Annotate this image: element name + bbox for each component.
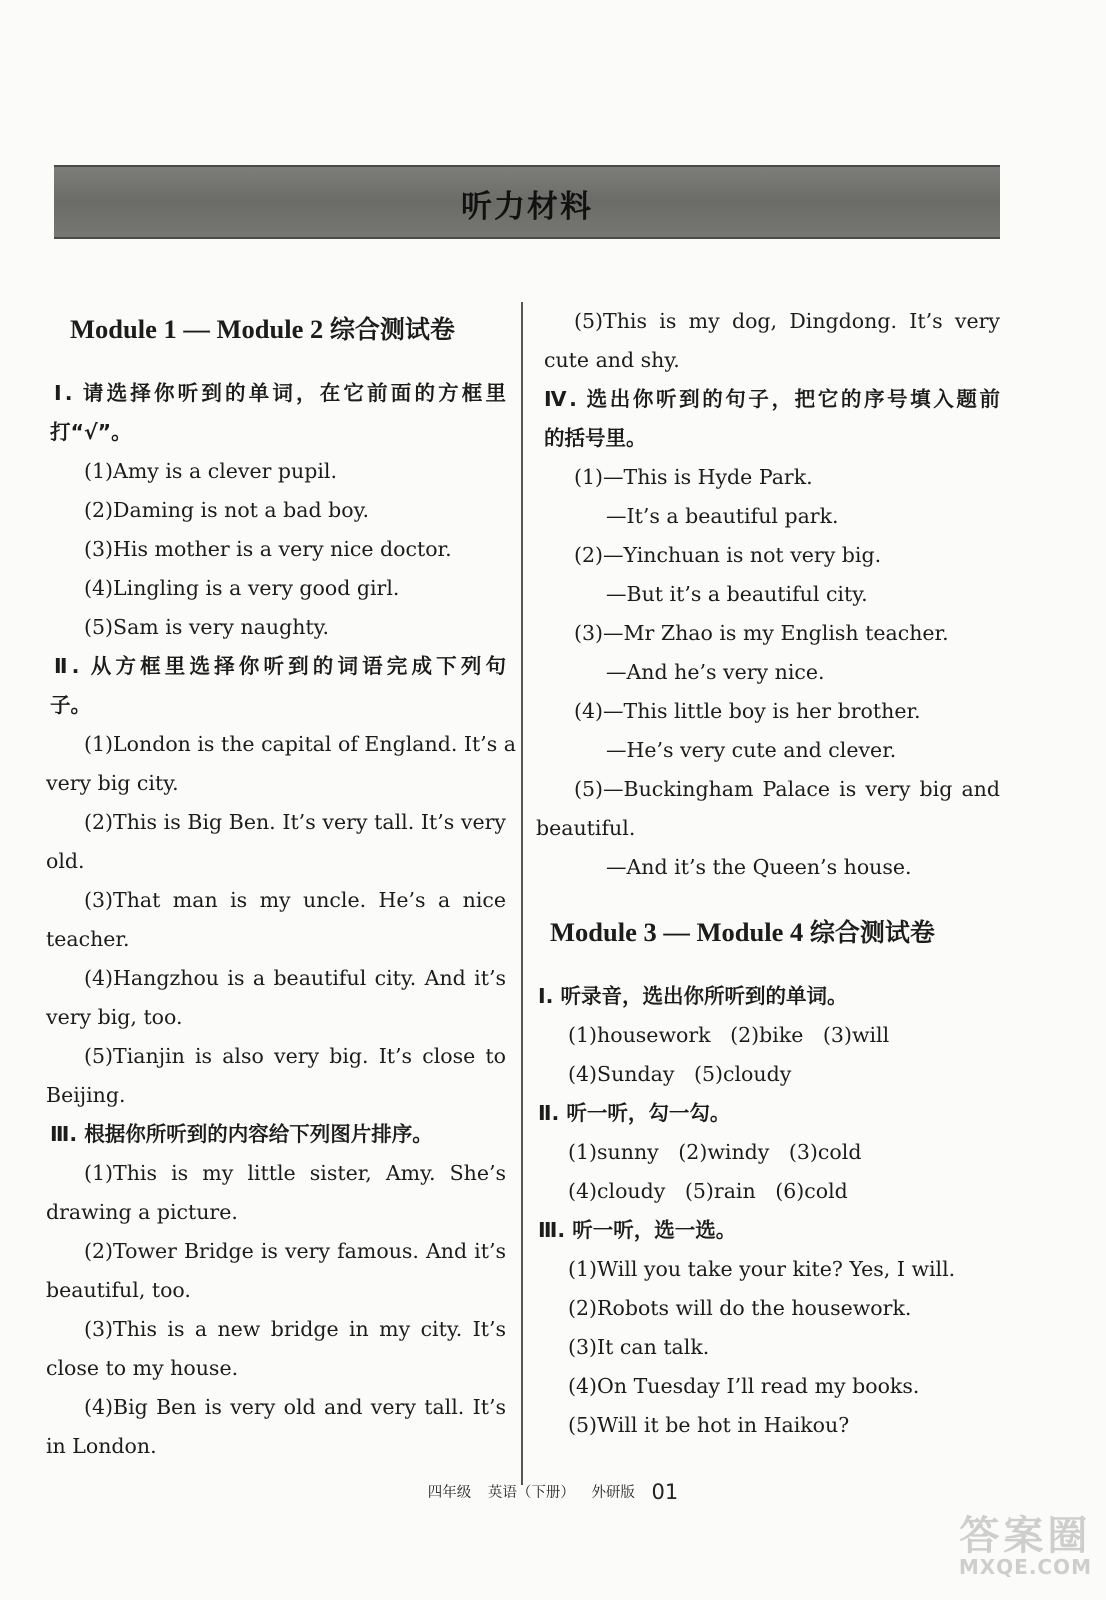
list-item: (4)Big Ben is very old and very tall. It’s <box>84 1395 506 1419</box>
module-heading-cn: 综合测试卷 <box>329 315 455 344</box>
dialog-line: (3)—Mr Zhao is my English teacher. <box>574 621 949 645</box>
dialog-line: —And it’s the Queen’s house. <box>606 855 912 879</box>
m34-section-2-title: Ⅱ. 听一听，勾一勾。 <box>538 1101 731 1125</box>
list-item-cont: beautiful, too. <box>46 1278 191 1302</box>
section-2-title-cont: 子。 <box>50 693 91 717</box>
section-4-title-cont: 的括号里。 <box>544 426 647 450</box>
module-1-2-heading <box>46 306 506 352</box>
section-1-title: Ⅰ. 请选择你听到的单词，在它前面的方框里 <box>54 381 506 405</box>
watermark <box>959 1515 1092 1578</box>
watermark-cn: 答案圈 <box>959 1513 1092 1559</box>
dialog-line-cont: beautiful. <box>536 816 636 840</box>
list-item: (2)Tower Bridge is very famous. And it’s <box>84 1239 506 1263</box>
list-item: (3)It can talk. <box>568 1335 710 1359</box>
list-item-cont: Beijing. <box>46 1083 126 1107</box>
list-item: (2)Daming is not a bad boy. <box>84 498 369 522</box>
list-item: (4)Lingling is a very good girl. <box>84 576 400 600</box>
word-row: (4)cloudy (5)rain (6)cold <box>568 1179 848 1203</box>
page-footer <box>0 1480 1106 1504</box>
column-divider <box>521 302 523 1485</box>
list-item-cont: very big city. <box>46 771 179 795</box>
dialog-line: —He’s very cute and clever. <box>606 738 897 762</box>
m34-section-3-title: Ⅲ. 听一听，选一选。 <box>538 1218 737 1242</box>
word-row: (1)sunny (2)windy (3)cold <box>568 1140 862 1164</box>
list-item-cont: teacher. <box>46 927 130 951</box>
list-item-cont: close to my house. <box>46 1356 239 1380</box>
list-item: (5)Tianjin is also very big. It’s close to <box>84 1044 506 1068</box>
list-item-cont: in London. <box>46 1434 157 1458</box>
section-1-title-cont: 打“√”。 <box>50 420 132 444</box>
list-item: (1)Amy is a clever pupil. <box>84 459 337 483</box>
module-3-4-heading <box>544 909 1000 955</box>
word-row: (1)housework (2)bike (3)will <box>568 1023 890 1047</box>
dialog-line: —But it’s a beautiful city. <box>606 582 868 606</box>
list-item: (3)That man is my uncle. He’s a nice <box>84 888 506 912</box>
section-2-title: Ⅱ. 从方框里选择你听到的词语完成下列句 <box>54 654 506 678</box>
dialog-line: (1)—This is Hyde Park. <box>574 465 813 489</box>
title-banner <box>54 165 1000 239</box>
list-item-cont: old. <box>46 849 85 873</box>
list-item: (5)Will it be hot in Haikou? <box>568 1413 850 1437</box>
section-3-title: Ⅲ. 根据你所听到的内容给下列图片排序。 <box>50 1122 433 1146</box>
list-item: (4)On Tuesday I’ll read my books. <box>568 1374 920 1398</box>
list-item: (4)Hangzhou is a beautiful city. And it’s <box>84 966 506 990</box>
list-item: (1)Will you take your kite? Yes, I will. <box>568 1257 956 1281</box>
footer-subject: 英语（下册） <box>487 1485 575 1501</box>
list-item: (3)His mother is a very nice doctor. <box>84 537 452 561</box>
page-title: 听力材料 <box>461 189 593 225</box>
module-heading-cn: 综合测试卷 <box>809 918 935 947</box>
list-item: (5)Sam is very naughty. <box>84 615 330 639</box>
right-column <box>536 302 1000 1445</box>
section-4-title: Ⅳ. 选出你听到的句子，把它的序号填入题前 <box>544 387 1000 411</box>
list-item: (2)Robots will do the housework. <box>568 1296 912 1320</box>
list-item: (5)This is my dog, Dingdong. It’s very <box>574 309 1000 333</box>
left-column <box>46 306 516 1466</box>
list-item: (2)This is Big Ben. It’s very tall. It’s very <box>84 810 506 834</box>
watermark-en: MXQE.COM <box>958 1555 1092 1579</box>
m34-section-1-title: Ⅰ. 听录音，选出你所听到的单词。 <box>538 984 848 1008</box>
word-row: (4)Sunday (5)cloudy <box>568 1062 792 1086</box>
page-number: 01 <box>651 1480 679 1504</box>
module-heading-en: Module 3 — Module 4 <box>550 917 804 947</box>
list-item: (3)This is a new bridge in my city. It’s <box>84 1317 506 1341</box>
dialog-line: (5)—Buckingham Palace is very big and <box>574 777 1000 801</box>
list-item-cont: cute and shy. <box>544 348 680 372</box>
list-item: (1)This is my little sister, Amy. She’s <box>84 1161 506 1185</box>
dialog-line: —And he’s very nice. <box>606 660 825 684</box>
dialog-line: (4)—This little boy is her brother. <box>574 699 921 723</box>
dialog-line: (2)—Yinchuan is not very big. <box>574 543 882 567</box>
list-item: (1)London is the capital of England. It’s a <box>84 732 516 756</box>
list-item-cont: very big, too. <box>46 1005 183 1029</box>
footer-grade: 四年级 <box>427 1485 472 1501</box>
footer-edition: 外研版 <box>591 1485 635 1501</box>
dialog-line: —It’s a beautiful park. <box>606 504 839 528</box>
list-item-cont: drawing a picture. <box>46 1200 238 1224</box>
module-heading-en: Module 1 — Module 2 <box>70 314 324 344</box>
